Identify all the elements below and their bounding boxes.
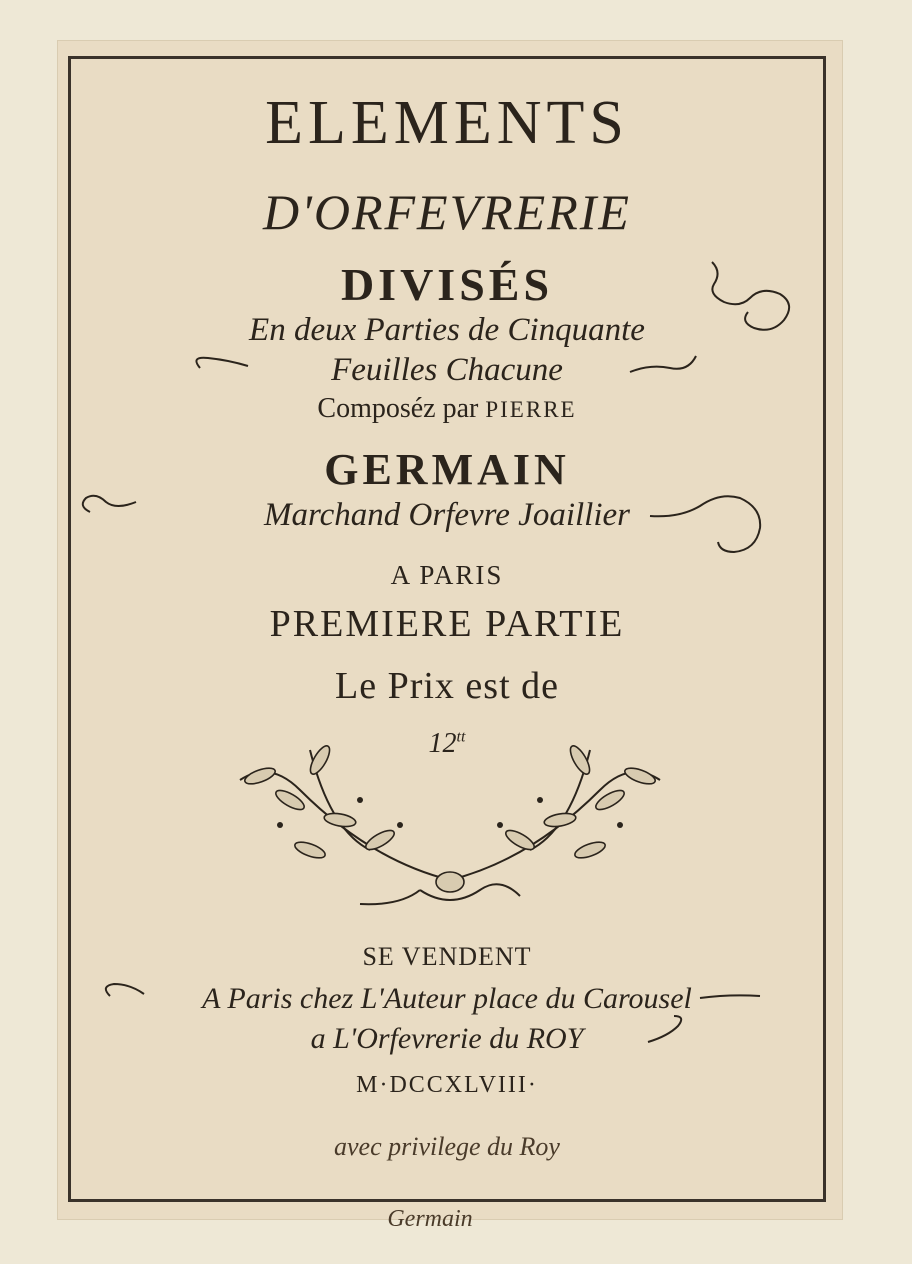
imprint-place: A PARIS [390, 560, 504, 590]
flourish-right-top [712, 262, 789, 330]
publication-date: M·DCCXLVIII· [356, 1072, 538, 1098]
price-amount: 12 [428, 728, 457, 759]
composed-prefix: Composéz par [317, 393, 479, 424]
title-divises: DIVISÉS [340, 259, 554, 310]
price-unit: tt [456, 728, 466, 746]
author-profession: Marchand Orfevre Joaillier [264, 497, 630, 533]
price-label: Le Prix est de [334, 665, 559, 707]
description-line-2: Feuilles Chacune [331, 352, 563, 388]
sale-address-line-2: a L'Orfevrerie du ROY [310, 1022, 584, 1055]
flourish-feuilles [196, 356, 696, 372]
title-orfevrerie: D'ORFEVRERIE [263, 184, 631, 240]
author-name: GERMAIN [324, 445, 570, 494]
privilege-note: avec privilege du Roy [334, 1132, 560, 1161]
sale-address-line-1: A Paris chez L'Auteur place du Carousel [202, 982, 692, 1015]
description-line-1: En deux Parties de Cinquante [249, 312, 645, 348]
laurel-wreath-icon [220, 730, 680, 930]
sale-heading: SE VENDENT [362, 942, 532, 971]
title-elements: ELEMENTS [265, 89, 629, 157]
signature: Germain [387, 1206, 473, 1232]
imprint-part: PREMIERE PARTIE [269, 603, 625, 645]
flourish-marchand [83, 496, 760, 552]
composer-first-name: PIERRE [485, 397, 577, 422]
